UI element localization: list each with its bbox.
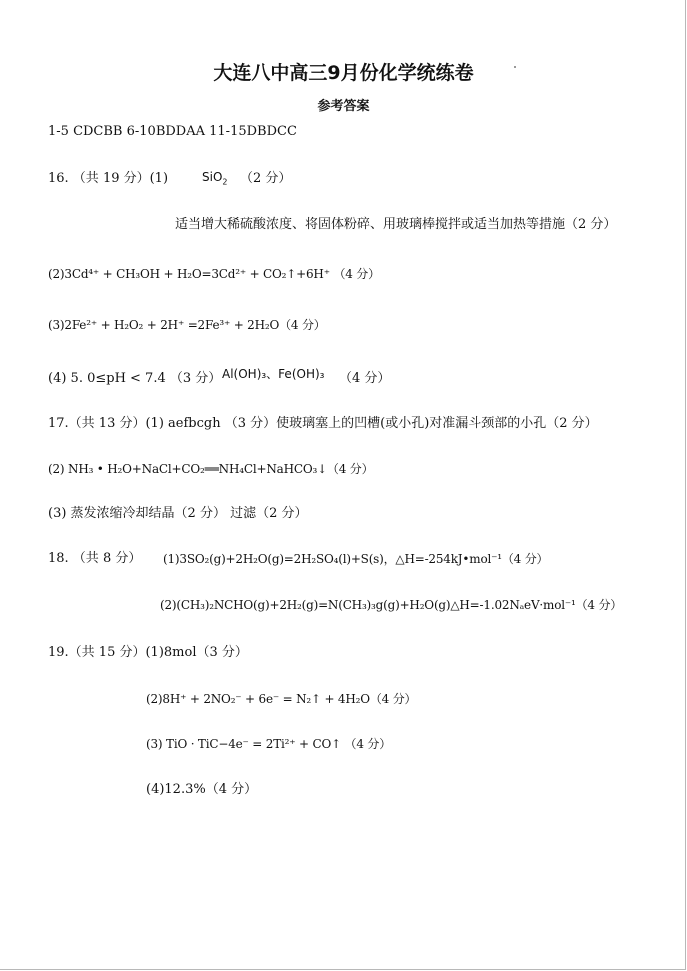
q16-method-text: 适当增大稀硫酸浓度、将固体粉碎、用玻璃棒搅拌或适当加热等措施（2 分） bbox=[175, 217, 617, 232]
q17-line-1: 17.（共 13 分）(1) aefbcgh （3 分）使玻璃塞上的凹槽(或小孔)对准漏斗颈部的小孔（2 分） bbox=[48, 416, 598, 431]
q19-line-1: 19.（共 15 分）(1)8mol（3 分） bbox=[48, 645, 248, 660]
q17-equation-2: (2) NH₃ • H₂O+NaCl+CO₂══NH₄Cl+NaHCO₃↓（4 分） bbox=[48, 462, 374, 476]
q16-hydroxides: Al(OH)₃、Fe(OH)₃ bbox=[222, 367, 325, 381]
q18-header: 18. （共 8 分） bbox=[48, 551, 142, 566]
q16-score-1: （2 分） bbox=[240, 171, 292, 186]
multiple-choice-answers: 1-5 CDCBB 6-10BDDAA 11-15DBDCC bbox=[48, 124, 297, 139]
q16-ph-range: (4) 5. 0≤pH < 7.4 （3 分） bbox=[48, 371, 222, 386]
q16-equation-3: (3)2Fe²⁺ + H₂O₂ + 2H⁺ =2Fe³⁺ + 2H₂O（4 分） bbox=[48, 318, 326, 332]
q19-equation-2: (2)8H⁺ + 2NO₂⁻ + 6e⁻ = N₂↑ + 4H₂O（4 分） bbox=[146, 692, 417, 706]
q16-equation-2: (2)3Cd⁴⁺ + CH₃OH + H₂O=3Cd²⁺ + CO₂↑+6H⁺ （4 分） bbox=[48, 267, 380, 281]
q16-header: 16. （共 19 分）(1) bbox=[48, 171, 169, 186]
page-subtitle: 参考答案 bbox=[317, 99, 370, 114]
q19-equation-3: (3) TiO · TiC−4e⁻ = 2Ti²⁺ + CO↑ （4 分） bbox=[146, 737, 392, 751]
q19-line-4: (4)12.3%（4 分） bbox=[146, 782, 258, 797]
q18-equation-1: (1)3SO₂(g)+2H₂O(g)=2H₂SO₄(l)+S(s)，△H=-254kJ•mol⁻¹（4 分） bbox=[163, 552, 549, 566]
page-title: 大连八中高三9月份化学统练卷 bbox=[213, 62, 474, 84]
q18-equation-2: (2)(CH₃)₂NCHO(g)+2H₂(g)=N(CH₃)₃g(g)+H₂O(g)△H=-1.02NₐeV·mol⁻¹（4 分） bbox=[160, 598, 623, 612]
q17-line-3: (3) 蒸发浓缩冷却结晶（2 分） 过滤（2 分） bbox=[48, 506, 308, 521]
q16-score-4: （4 分） bbox=[339, 371, 391, 386]
q16-answer-formula: SiO$_2$ bbox=[202, 170, 228, 187]
